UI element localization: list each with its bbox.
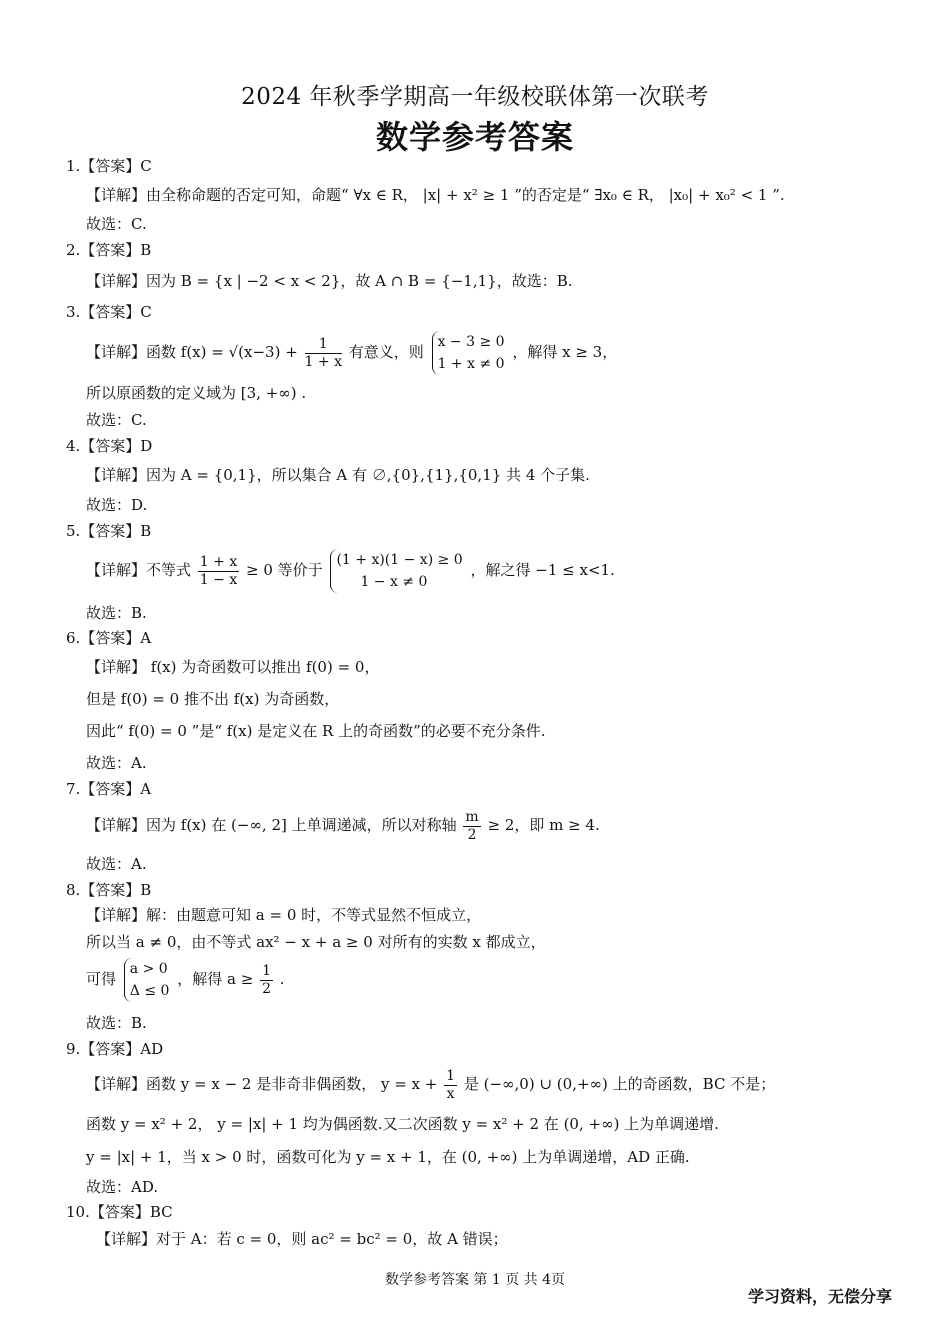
q7-answer: 7.【答案】A: [66, 780, 152, 798]
q9-detail-2: 函数 y = x² + 2， y = |x| + 1 均为偶函数.又二次函数 y = x² + 2 在 (0, +∞) 上为单调递增.: [86, 1115, 719, 1133]
q7-frac-den: 2: [467, 826, 477, 843]
q3-detail-pre: 【详解】函数 f(x) = √(x−3) +: [86, 343, 298, 361]
q3-detail: [86, 330, 617, 375]
q1-detail: 【详解】由全称命题的否定可知，命题“ ∀x ∈ R， |x| + x² ≥ 1 ”的否定是“ ∃x₀ ∈ R， |x₀| + x₀² < 1 ”.: [86, 186, 785, 204]
q3-choice: 故选：C.: [86, 411, 147, 429]
q5-detail-mid: ≥ 0 等价于: [246, 561, 323, 579]
document-title: 数学参考答案: [375, 118, 574, 156]
q9-detail-post: 是 (−∞,0) ∪ (0,+∞) 上的奇函数，BC 不是；: [463, 1075, 776, 1093]
q8-detail-post: .: [279, 970, 285, 988]
q4-detail: 【详解】因为 A = {0,1}，所以集合 A 有 ∅,{0},{1},{0,1} 共 4 个子集.: [86, 466, 590, 484]
q5-detail-post: ，解之得 −1 ≤ x<1.: [470, 561, 615, 579]
page-footer: 数学参考答案 第 1 页 共 4页: [384, 1272, 566, 1288]
q9-detail-3: y = |x| + 1，当 x > 0 时，函数可化为 y = x + 1，在 (0, +∞) 上为单调递增，AD 正确.: [86, 1148, 690, 1166]
q7-detail-pre: 【详解】因为 f(x) 在 (−∞, 2] 上单调递减，所以对称轴: [86, 816, 457, 834]
q9-detail-pre: 【详解】函数 y = x − 2 是非奇非偶函数， y = x +: [86, 1075, 438, 1093]
q8-fraction: [260, 963, 273, 998]
q4-choice: 故选：D.: [86, 496, 148, 514]
q3-domain: 所以原函数的定义域为 [3, +∞) .: [86, 384, 307, 402]
q10-detail: 【详解】对于 A：若 c = 0，则 ac² = bc² = 0，故 A 错误；: [96, 1230, 508, 1248]
q9-frac-den: x: [446, 1085, 455, 1102]
q7-detail: [86, 803, 600, 847]
q8-system: [124, 958, 170, 1002]
q3-answer: 3.【答案】C: [66, 303, 152, 321]
share-note: 学习资料，无偿分享: [748, 1287, 893, 1306]
q8-sys-line1: a > 0: [129, 961, 168, 977]
q10-answer: 10.【答案】BC: [66, 1203, 173, 1221]
q5-frac-num: 1 + x: [199, 553, 238, 570]
q9-choice: 故选：AD.: [86, 1178, 159, 1196]
q7-detail-post: ≥ 2，即 m ≥ 4.: [487, 816, 600, 834]
q3-detail-post: ，解得 x ≥ 3，: [512, 343, 618, 361]
exam-title: 2024 年秋季学期高一年级校联体第一次联考: [241, 84, 709, 110]
q7-fraction: [463, 809, 480, 844]
q1-answer: 1.【答案】C: [66, 157, 152, 175]
q8-detail-2: 所以当 a ≠ 0，由不等式 ax² − x + a ≥ 0 对所有的实数 x 都成立，: [86, 933, 546, 951]
q1-choice: 故选：C.: [86, 215, 147, 233]
q7-choice: 故选：A.: [86, 855, 147, 873]
q5-choice: 故选：B.: [86, 604, 147, 622]
q3-sys-line1: x − 3 ≥ 0: [437, 334, 505, 350]
q3-fraction: [305, 336, 342, 371]
q8-detail-mid: ，解得 a ≥: [177, 970, 254, 988]
q3-frac-den: 1 + x: [304, 353, 342, 370]
q6-choice: 故选：A.: [86, 754, 147, 772]
q5-detail: [86, 548, 615, 593]
q7-frac-num: m: [465, 808, 479, 825]
q8-frac-den: 2: [262, 980, 271, 997]
q5-sys-line1: (1 + x)(1 − x) ≥ 0: [336, 552, 463, 568]
q5-answer: 5.【答案】B: [66, 522, 152, 540]
q5-fraction: [198, 554, 239, 589]
q8-frac-num: 1: [262, 962, 271, 979]
q6-detail-3: 因此“ f(0) = 0 ”是“ f(x) 是定义在 R 上的奇函数”的必要不充分条件.: [86, 722, 546, 740]
q8-detail-3: [86, 957, 285, 1002]
q3-frac-num: 1: [305, 336, 342, 354]
q6-detail-1: 【详解】 f(x) 为奇函数可以推出 f(0) = 0，: [86, 658, 380, 676]
q2-answer: 2.【答案】B: [66, 241, 152, 259]
q6-answer: 6.【答案】A: [66, 629, 152, 647]
q9-frac-num: 1: [446, 1067, 456, 1084]
q3-detail-mid: 有意义，则: [348, 343, 424, 361]
q8-detail-1: 【详解】解：由题意可知 a = 0 时，不等式显然不恒成立，: [86, 906, 482, 924]
q5-sys-line2: 1 − x ≠ 0: [360, 574, 428, 590]
q9-detail-1: [86, 1062, 775, 1106]
q9-answer: 9.【答案】AD: [66, 1040, 164, 1058]
q8-detail-pre: 可得: [86, 970, 117, 988]
q9-fraction: [444, 1068, 457, 1103]
q4-answer: 4.【答案】D: [66, 437, 153, 455]
q2-detail: 【详解】因为 B = {x | −2 < x < 2}，故 A ∩ B = {−1,1}，故选：B.: [86, 272, 573, 290]
q5-detail-pre: 【详解】不等式: [86, 561, 192, 579]
q5-frac-den: 1 − x: [199, 571, 238, 588]
q8-answer: 8.【答案】B: [66, 881, 152, 899]
q5-system: [330, 549, 462, 593]
q8-sys-line2: Δ ≤ 0: [129, 983, 170, 999]
q3-sys-line2: 1 + x ≠ 0: [437, 356, 505, 372]
q6-detail-2: 但是 f(0) = 0 推不出 f(x) 为奇函数，: [86, 690, 340, 708]
q8-choice: 故选：B.: [86, 1014, 147, 1032]
q3-system: [432, 331, 505, 375]
